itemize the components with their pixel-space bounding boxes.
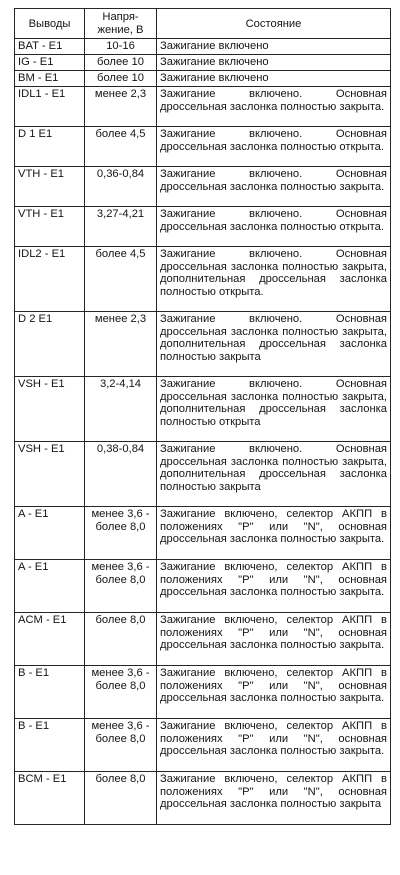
table-header-row	[15, 9, 391, 39]
state-cell: Зажигание включено, селектор АКПП в положениях "P" или "N", основная дроссельная заслонка полностью закрыта.	[157, 666, 391, 719]
voltage-cell: менее 3,6 - более 8,0	[85, 560, 157, 613]
pins-cell: VTH - E1	[15, 167, 85, 207]
voltage-cell: 0,38-0,84	[85, 442, 157, 507]
table-row	[15, 560, 391, 613]
state-cell: Зажигание включено. Основная дроссельная заслонка полностью закрыта, дополнительная дроссельная заслонка полностью закрыта	[157, 442, 391, 507]
voltage-cell: более 10	[85, 55, 157, 71]
pins-cell: IDL2 - E1	[15, 247, 85, 312]
pins-cell: IDL1 - E1	[15, 87, 85, 127]
state-cell: Зажигание включено, селектор АКПП в положениях "P" или "N", основная дроссельная заслонка полностью закрыта.	[157, 560, 391, 613]
voltage-cell: более 10	[85, 71, 157, 87]
pins-cell: D 2 E1	[15, 312, 85, 377]
table-row	[15, 39, 391, 55]
table-row	[15, 87, 391, 127]
header-voltage: Напря-жение, В	[85, 9, 157, 39]
pins-cell: IG - E1	[15, 55, 85, 71]
state-cell: Зажигание включено. Основная дроссельная заслонка полностью закрыта.	[157, 167, 391, 207]
voltage-cell: менее 2,3	[85, 87, 157, 127]
voltage-cell: более 8,0	[85, 613, 157, 666]
voltage-cell: более 4,5	[85, 127, 157, 167]
voltage-cell: 0,36-0,84	[85, 167, 157, 207]
state-cell: Зажигание включено	[157, 39, 391, 55]
state-cell: Зажигание включено. Основная дроссельная заслонка полностью закрыта, дополнительная дроссельная заслонка полностью открыта	[157, 377, 391, 442]
state-cell: Зажигание включено, селектор АКПП в положениях "P" или "N", основная дроссельная заслонка полностью закрыта.	[157, 613, 391, 666]
state-cell: Зажигание включено. Основная дроссельная заслонка полностью закрыта.	[157, 87, 391, 127]
pins-cell: A - E1	[15, 560, 85, 613]
state-cell: Зажигание включено	[157, 55, 391, 71]
voltage-cell: менее 2,3	[85, 312, 157, 377]
voltage-cell: 3,27-4,21	[85, 207, 157, 247]
table-row	[15, 127, 391, 167]
table-row	[15, 207, 391, 247]
voltage-cell: более 8,0	[85, 772, 157, 825]
table-row	[15, 613, 391, 666]
pins-cell: BAT - E1	[15, 39, 85, 55]
terminal-voltage-table	[14, 8, 391, 825]
pins-cell: D 1 E1	[15, 127, 85, 167]
table-row	[15, 312, 391, 377]
state-cell: Зажигание включено, селектор АКПП в положениях "P" или "N", основная дроссельная заслонка полностью закрыта	[157, 772, 391, 825]
pins-cell: B - E1	[15, 719, 85, 772]
voltage-cell: менее 3,6 - более 8,0	[85, 719, 157, 772]
state-cell: Зажигание включено. Основная дроссельная заслонка полностью открыта.	[157, 127, 391, 167]
voltage-cell: менее 3,6 - более 8,0	[85, 666, 157, 719]
table-row	[15, 167, 391, 207]
table-row	[15, 247, 391, 312]
state-cell: Зажигание включено. Основная дроссельная заслонка полностью открыта.	[157, 207, 391, 247]
pins-cell: VSH - E1	[15, 442, 85, 507]
table-row	[15, 442, 391, 507]
pins-cell: BCM - E1	[15, 772, 85, 825]
table-row	[15, 71, 391, 87]
table-row	[15, 55, 391, 71]
state-cell: Зажигание включено, селектор АКПП в положениях "P" или "N", основная дроссельная заслонка полностью закрыта.	[157, 507, 391, 560]
voltage-cell: менее 3,6 - более 8,0	[85, 507, 157, 560]
voltage-cell: более 4,5	[85, 247, 157, 312]
table-row	[15, 507, 391, 560]
state-cell: Зажигание включено, селектор АКПП в положениях "P" или "N", основная дроссельная заслонка полностью закрыта.	[157, 719, 391, 772]
pins-cell: VTH - E1	[15, 207, 85, 247]
table-row	[15, 772, 391, 825]
table-row	[15, 377, 391, 442]
table-row	[15, 719, 391, 772]
state-cell: Зажигание включено	[157, 71, 391, 87]
state-cell: Зажигание включено. Основная дроссельная заслонка полностью закрыта, дополнительная дроссельная заслонка полностью закрыта	[157, 312, 391, 377]
pins-cell: A - E1	[15, 507, 85, 560]
header-pins: Выводы	[15, 9, 85, 39]
voltage-cell: 10-16	[85, 39, 157, 55]
pins-cell: ACM - E1	[15, 613, 85, 666]
header-state: Состояние	[157, 9, 391, 39]
voltage-cell: 3,2-4,14	[85, 377, 157, 442]
pins-cell: BM - E1	[15, 71, 85, 87]
state-cell: Зажигание включено. Основная дроссельная заслонка полностью закрыта, дополнительная дроссельная заслонка полностью открыта.	[157, 247, 391, 312]
pins-cell: B - E1	[15, 666, 85, 719]
pins-cell: VSH - E1	[15, 377, 85, 442]
table-row	[15, 666, 391, 719]
